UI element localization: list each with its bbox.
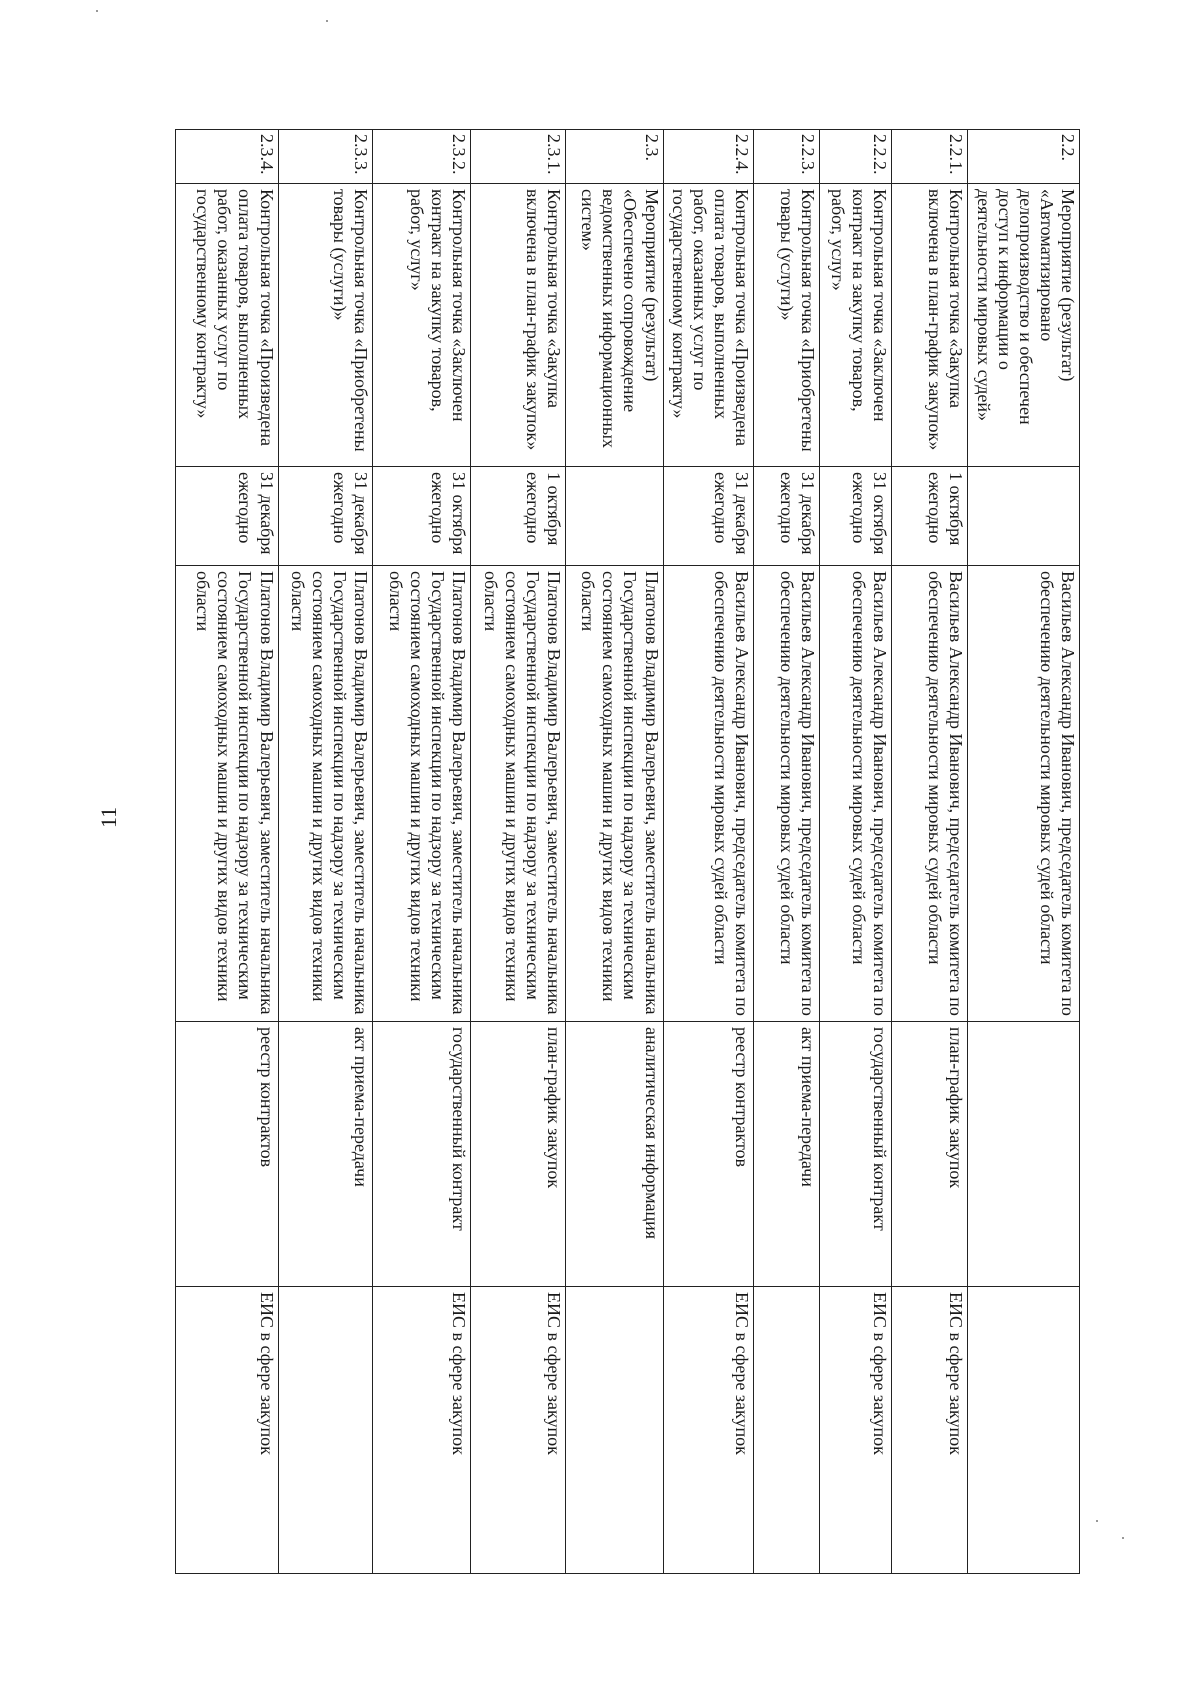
row-number-cell: 2.3.2. (372, 130, 470, 184)
deadline-cell: 31 декабря ежегодно (176, 467, 279, 566)
table-row (892, 130, 968, 1574)
responsible-cell: Платонов Владимир Валерьевич, заместитель начальника Государственной инспекции по надзору за техническим состоянием самоходных машин и других видов техники области (372, 566, 470, 1022)
event-name-cell: Контрольная точка «Произведена оплата товаров, выполненных работ, оказанных услуг по государственному контракту» (663, 184, 753, 467)
info-system-cell: ЕИС в сфере закупок (892, 1287, 968, 1574)
scan-speck (326, 20, 328, 22)
deadline-cell: 1 октября ежегодно (471, 467, 566, 566)
info-system-cell (967, 1287, 1079, 1574)
table-body (176, 130, 1080, 1574)
responsible-cell: Платонов Владимир Валерьевич, заместитель начальника Государственной инспекции по надзору за техническим состоянием самоходных машин и других видов техники области (176, 566, 279, 1022)
table-row (278, 130, 372, 1574)
document-cell: реестр контрактов (663, 1022, 753, 1287)
rotated-table-wrapper (175, 129, 1080, 1573)
deadline-cell: 31 декабря ежегодно (753, 467, 819, 566)
document-cell: государственный контракт (372, 1022, 470, 1287)
event-name-cell: Контрольная точка «Приобретены товары (услуги)» (753, 184, 819, 467)
event-name-cell: Контрольная точка «Закупка включена в план-график закупок» (471, 184, 566, 467)
info-system-cell: ЕИС в сфере закупок (663, 1287, 753, 1574)
event-name-cell: Контрольная точка «Закупка включена в план-график закупок» (892, 184, 968, 467)
event-name-cell: Мероприятие (результат) «Автоматизировано делопроизводство и обеспечен доступ к информации о деятельности мировых судей» (967, 184, 1079, 467)
row-number-cell: 2.2.2. (820, 130, 892, 184)
table-row (820, 130, 892, 1574)
row-number-cell: 2.2.4. (663, 130, 753, 184)
info-system-cell (278, 1287, 372, 1574)
deadline-cell: 1 октября ежегодно (892, 467, 968, 566)
scan-speck (1096, 1520, 1098, 1522)
document-cell: государственный контракт (820, 1022, 892, 1287)
document-cell: план-график закупок (471, 1022, 566, 1287)
deadline-cell: 31 октября ежегодно (820, 467, 892, 566)
table-row (967, 130, 1079, 1574)
row-number-cell: 2.2.3. (753, 130, 819, 184)
deadline-cell: 31 декабря ежегодно (663, 467, 753, 566)
event-name-cell: Контрольная точка «Произведена оплата товаров, выполненных работ, оказанных услуг по государственному контракту» (176, 184, 279, 467)
info-system-cell: ЕИС в сфере закупок (820, 1287, 892, 1574)
row-number-cell: 2.3.3. (278, 130, 372, 184)
document-cell: акт приема-передачи (278, 1022, 372, 1287)
responsible-cell: Платонов Владимир Валерьевич, заместитель начальника Государственной инспекции по надзору за техническим состоянием самоходных машин и других видов техники области (566, 566, 663, 1022)
responsible-cell: Васильев Александр Иванович, председатель комитета по обеспечению деятельности мировых судей области (820, 566, 892, 1022)
table-row (566, 130, 663, 1574)
table-row (753, 130, 819, 1574)
document-cell: аналитическая информация (566, 1022, 663, 1287)
row-number-cell: 2.3.1. (471, 130, 566, 184)
row-number-cell: 2.2. (967, 130, 1079, 184)
responsible-cell: Платонов Владимир Валерьевич, заместитель начальника Государственной инспекции по надзору за техническим состоянием самоходных машин и других видов техники области (471, 566, 566, 1022)
responsible-cell: Платонов Владимир Валерьевич, заместитель начальника Государственной инспекции по надзору за техническим состоянием самоходных машин и других видов техники области (278, 566, 372, 1022)
document-cell: реестр контрактов (176, 1022, 279, 1287)
scan-speck (1122, 1537, 1124, 1539)
document-cell: план-график закупок (892, 1022, 968, 1287)
event-name-cell: Контрольная точка «Заключен контракт на закупку товаров, работ, услуг» (820, 184, 892, 467)
row-number-cell: 2.3.4. (176, 130, 279, 184)
deadline-cell: 31 октября ежегодно (372, 467, 470, 566)
event-name-cell: Контрольная точка «Приобретены товары (услуги)» (278, 184, 372, 467)
plan-table (175, 129, 1080, 1574)
document-cell (967, 1022, 1079, 1287)
page-number: 11 (96, 806, 121, 828)
deadline-cell: 31 декабря ежегодно (278, 467, 372, 566)
table-row (663, 130, 753, 1574)
responsible-cell: Васильев Александр Иванович, председатель комитета по обеспечению деятельности мировых судей области (892, 566, 968, 1022)
table-row (471, 130, 566, 1574)
responsible-cell: Васильев Александр Иванович, председатель комитета по обеспечению деятельности мировых судей области (753, 566, 819, 1022)
deadline-cell (967, 467, 1079, 566)
info-system-cell (566, 1287, 663, 1574)
event-name-cell: Мероприятие (результат) «Обеспечено сопровождение ведомственных информационных систем» (566, 184, 663, 467)
table-row (372, 130, 470, 1574)
deadline-cell (566, 467, 663, 566)
info-system-cell (753, 1287, 819, 1574)
info-system-cell: ЕИС в сфере закупок (471, 1287, 566, 1574)
document-cell: акт приема-передачи (753, 1022, 819, 1287)
responsible-cell: Васильев Александр Иванович, председатель комитета по обеспечению деятельности мировых судей области (967, 566, 1079, 1022)
table-row (176, 130, 279, 1574)
info-system-cell: ЕИС в сфере закупок (372, 1287, 470, 1574)
responsible-cell: Васильев Александр Иванович, председатель комитета по обеспечению деятельности мировых судей области (663, 566, 753, 1022)
row-number-cell: 2.2.1. (892, 130, 968, 184)
row-number-cell: 2.3. (566, 130, 663, 184)
scan-speck (96, 10, 98, 12)
info-system-cell: ЕИС в сфере закупок (176, 1287, 279, 1574)
event-name-cell: Контрольная точка «Заключен контракт на закупку товаров, работ, услуг» (372, 184, 470, 467)
